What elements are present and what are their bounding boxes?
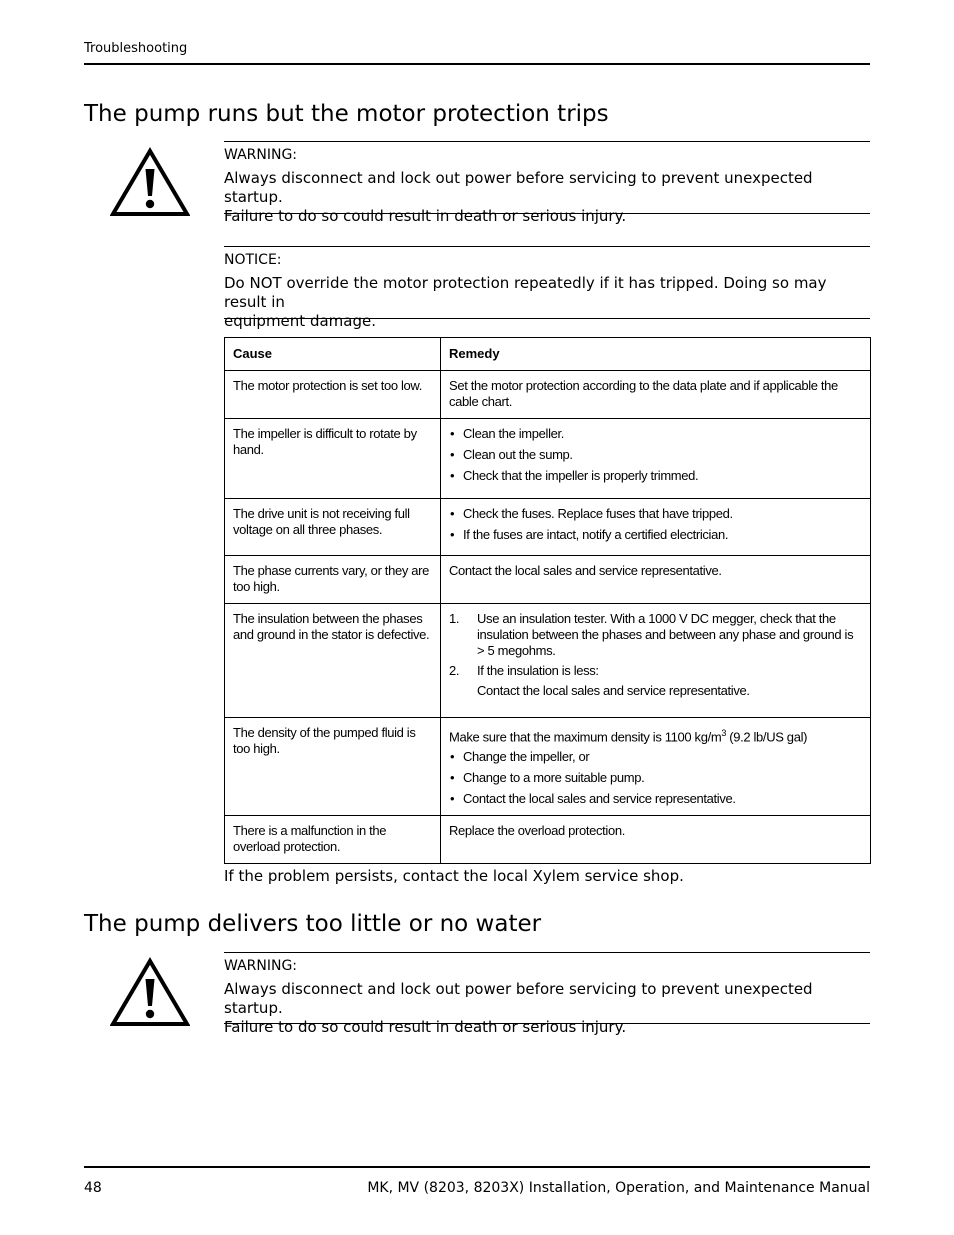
table-row	[225, 419, 871, 499]
step-number: 2.	[449, 663, 460, 678]
remedy-bullet-list	[449, 426, 862, 484]
column-header-cause: Cause	[225, 338, 441, 371]
cause-cell: The motor protection is set too low.	[225, 371, 441, 419]
list-item: • Clean the impeller.	[449, 426, 862, 442]
warning-line: Failure to do so could result in death or serious injury.	[224, 1018, 627, 1036]
remedy-cell: Replace the overload protection.	[441, 816, 871, 864]
superscript: 3	[721, 728, 726, 738]
notice-text	[224, 274, 870, 331]
list-item: • Check that the impeller is properly trimmed.	[449, 468, 862, 484]
cause-cell: The impeller is difficult to rotate by hand.	[225, 419, 441, 499]
warning-line: Always disconnect and lock out power before servicing to prevent unexpected startup.	[224, 980, 813, 1017]
cause-cell: The phase currents vary, or they are too high.	[225, 556, 441, 604]
table-row	[225, 499, 871, 556]
warning-callout	[224, 952, 870, 1036]
persist-note: If the problem persists, contact the local Xylem service shop.	[224, 867, 684, 885]
list-item: • Contact the local sales and service representative.	[449, 791, 862, 807]
warning-text	[224, 980, 870, 1037]
step-text: Use an insulation tester. With a 1000 V DC megger, check that the insulation between the phases and between any phase and ground is > 5 megohms.	[477, 611, 854, 658]
list-item: • Check the fuses. Replace fuses that have tripped.	[449, 506, 862, 522]
running-header: Troubleshooting	[84, 41, 188, 56]
table-row	[225, 371, 871, 419]
density-unit-text: (9.2 lb/US gal)	[725, 729, 808, 745]
section-title-motor-protection-trips: The pump runs but the motor protection trips	[84, 101, 609, 127]
step-number: 1.	[449, 611, 460, 626]
density-text: Make sure that the maximum density is 1100 kg/m	[449, 729, 722, 745]
remedy-cell	[441, 419, 871, 499]
manual-title: MK, MV (8203, 8203X) Installation, Operation, and Maintenance Manual	[367, 1180, 870, 1196]
remedy-cell	[441, 604, 871, 718]
warning-callout	[224, 141, 870, 225]
table-header-row	[225, 338, 871, 371]
list-item	[449, 663, 862, 679]
step-text: If the insulation is less:	[477, 663, 599, 678]
warning-text	[224, 169, 870, 226]
cause-cell: There is a malfunction in the overload protection.	[225, 816, 441, 864]
sub-step-text: Contact the local sales and service representative.	[477, 683, 750, 698]
warning-label: WARNING:	[224, 958, 298, 974]
list-item	[449, 611, 862, 659]
footer-divider	[84, 1166, 870, 1168]
table-row	[225, 718, 871, 816]
remedy-cell: Contact the local sales and service representative.	[441, 556, 871, 604]
list-item: • Clean out the sump.	[449, 447, 862, 463]
warning-triangle-icon	[110, 957, 190, 1027]
list-item: • If the fuses are intact, notify a certified electrician.	[449, 527, 862, 543]
cause-cell: The insulation between the phases and ground in the stator is defective.	[225, 604, 441, 718]
column-header-remedy: Remedy	[441, 338, 871, 371]
remedy-cell	[441, 718, 871, 816]
notice-line: Do NOT override the motor protection repeatedly if it has tripped. Doing so may result in	[224, 274, 827, 311]
warning-triangle-icon	[110, 147, 190, 217]
remedy-bullet-list	[449, 506, 862, 543]
notice-line: equipment damage.	[224, 312, 376, 330]
warning-label: WARNING:	[224, 147, 298, 163]
list-item: • Change the impeller, or	[449, 749, 862, 765]
table-row	[225, 604, 871, 718]
warning-line: Always disconnect and lock out power before servicing to prevent unexpected startup.	[224, 169, 813, 206]
section-title-too-little-water: The pump delivers too little or no water	[84, 911, 542, 937]
header-divider	[84, 63, 870, 65]
remedy-step-list	[449, 611, 862, 679]
cause-cell: The drive unit is not receiving full voltage on all three phases.	[225, 499, 441, 556]
remedy-intro	[449, 725, 862, 745]
cause-cell: The density of the pumped fluid is too high.	[225, 718, 441, 816]
notice-callout	[224, 246, 870, 330]
notice-label: NOTICE:	[224, 252, 282, 268]
list-item: • Change to a more suitable pump.	[449, 770, 862, 786]
troubleshooting-table	[224, 337, 871, 864]
table-row	[225, 556, 871, 604]
remedy-bullet-list	[449, 749, 862, 807]
warning-line: Failure to do so could result in death or serious injury.	[224, 207, 627, 225]
remedy-cell: Set the motor protection according to the data plate and if applicable the cable chart.	[441, 371, 871, 419]
remedy-cell	[441, 499, 871, 556]
page-number: 48	[84, 1180, 102, 1196]
table-row	[225, 816, 871, 864]
